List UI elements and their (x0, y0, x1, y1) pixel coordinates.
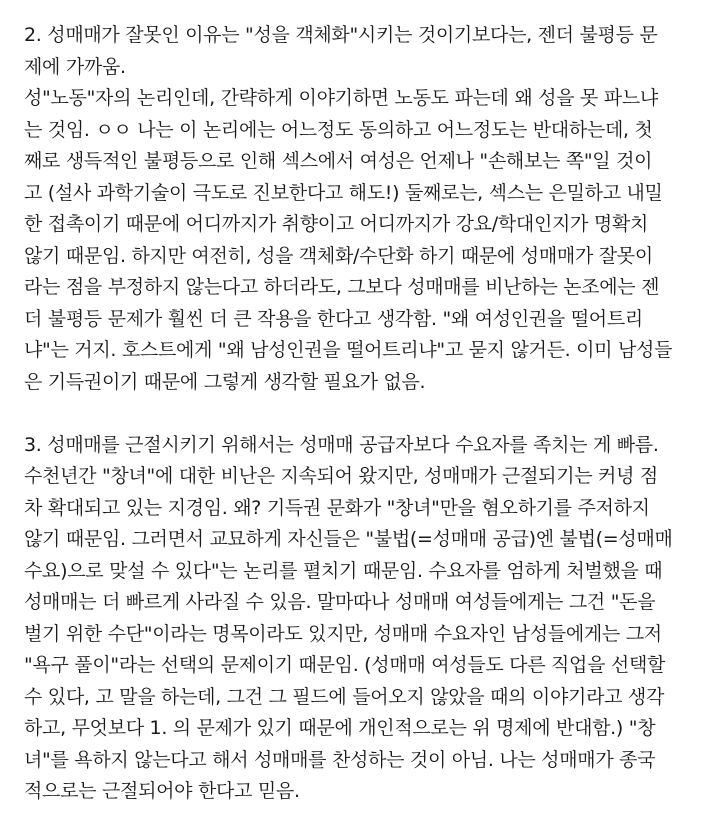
text-line: 째로 생득적인 불평등으로 인해 섹스에서 여성은 언제나 "손해보는 쪽"일 것이 (24, 150, 653, 172)
text-line: 수 있다, 고 말을 하는데, 그건 그 필드에 들어오지 않았을 때의 이야기라고 생각 (24, 685, 665, 708)
text-line: 냐"는 거지. 호스트에게 "왜 남성인권을 떨어트리냐"고 묻지 않거든. 이미 남성들 (24, 339, 673, 361)
paragraph-3 (24, 430, 700, 808)
text-line: 제에 가까움. (24, 55, 126, 78)
text-line: 하고, 무엇보다 1. 의 문제가 있기 때문에 개인적으로는 위 명제에 반대함.) "창 (24, 717, 656, 739)
text-line: 성"노동"자의 논리인데, 간략하게 이야기하면 노동도 파는데 왜 성을 못 파느냐 (24, 87, 658, 109)
text-line: 벌기 위한 수단"이라는 명목이라도 있지만, 성매매 수요자인 남성들에게는 그저 (24, 622, 662, 645)
paragraph-2 (24, 20, 700, 398)
text-line: "욕구 풀이"라는 선택의 문제이기 때문임. (성매매 여성들도 다른 직업을 선택할 (24, 654, 666, 676)
text-line: 성매매는 더 빠르게 사라질 수 있음. 말마따나 성매매 여성들에게는 그건 "돈을 (24, 591, 656, 613)
text-line: 차 확대되고 있는 지경임. 왜? 기득권 문화가 "창녀"만을 혐오하기를 주저하지 (24, 496, 650, 519)
text-line: 않기 때문임. 그러면서 교묘하게 자신들은 "불법(=성매매 공급)엔 불법(=성매매 (24, 528, 673, 550)
text-line: 않기 때문임. 하지만 여전히, 성을 객체화/수단화 하기 때문에 성매매가 잘못이 (24, 244, 653, 267)
text-line: 한 접촉이기 때문에 어디까지가 취향이고 어디까지가 강요/학대인지가 명확치 (24, 213, 649, 235)
text-line: 수천년간 "창녀"에 대한 비난은 지속되어 왔지만, 성매매가 근절되기는 커녕 점 (24, 465, 658, 487)
text-line: 라는 점을 부정하지 않는다고 하더라도, 그보다 성매매를 비난하는 논조에는 젠 (24, 276, 660, 298)
text-line: 적으로는 근절되어야 한다고 믿음. (24, 780, 300, 802)
text-line: 녀"를 욕하지 않는다고 해서 성매매를 찬성하는 것이 아님. 나는 성매매가 종국 (24, 748, 656, 771)
text-line: 3. 성매매를 근절시키기 위해서는 성매매 공급자보다 수요자를 족치는 게 빠름. (24, 433, 659, 456)
text-line: 2. 성매매가 잘못인 이유는 "성을 객체화"시키는 것이기보다는, 젠더 불평등 문 (24, 24, 658, 46)
text-line: 는 것임. ㅇㅇ 나는 이 논리에는 어느정도 동의하고 어느정도는 반대하는데, 첫 (24, 118, 653, 141)
text-line: 은 기득권이기 때문에 그렇게 생각할 필요가 없음. (24, 370, 426, 393)
paragraph-gap (24, 398, 700, 430)
text-line: 고 (설사 과학기술이 극도로 진보한다고 해도!) 둘째로는, 섹스는 은밀하고 내밀 (24, 181, 663, 204)
text-line: 수요)으로 맞설 수 있다"는 논리를 펼치기 때문임. 수요자를 엄하게 처벌했을 때 (24, 559, 663, 582)
text-line: 더 불평등 문제가 훨씬 더 큰 작용을 한다고 생각함. "왜 여성인권을 떨어트리 (24, 307, 643, 330)
